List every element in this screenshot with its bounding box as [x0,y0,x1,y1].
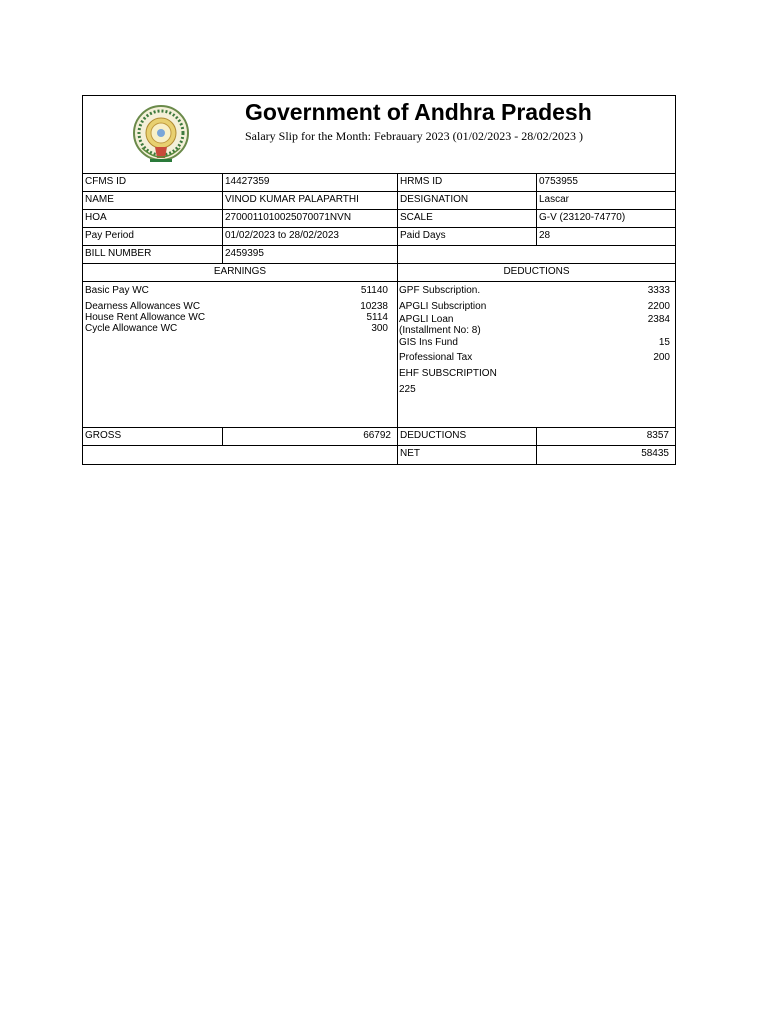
paid-days-label: Paid Days [400,230,446,241]
deduction-label: GIS Ins Fund [399,337,458,348]
deduction-label: Professional Tax [399,352,473,363]
designation-value: Lascar [539,194,570,205]
earning-label: Dearness Allowances WC [85,301,201,312]
earnings-heading: EARNINGS [213,266,267,277]
hrms-id-label: HRMS ID [400,176,443,187]
bill-number-label: BILL NUMBER [85,248,152,259]
net-value: 58435 [641,448,669,459]
designation-label: DESIGNATION [400,194,469,205]
earning-label: House Rent Allowance WC [85,312,206,323]
page-subtitle: Salary Slip for the Month: Febrauary 2023 (01/02/2023 - 28/02/2023 ) [245,129,583,143]
scale-label: SCALE [400,212,433,223]
earning-amount: 10238 [360,301,388,312]
pay-period-label: Pay Period [85,230,134,241]
earning-label: Cycle Allowance WC [85,323,178,334]
bill-number-value: 2459395 [225,248,264,259]
scale-value: G-V (23120-74770) [539,212,626,223]
hoa-value: 2700011010025070071NVN [225,212,352,223]
deduction-amount: 3333 [647,285,670,296]
gross-label: GROSS [85,430,122,441]
total-deductions-label: DEDUCTIONS [400,430,467,441]
deduction-label: EHF SUBSCRIPTION [399,368,497,379]
page-title: Government of Andhra Pradesh [245,99,592,125]
earning-amount: 5114 [366,312,388,323]
total-deductions-value: 8357 [646,430,669,441]
deduction-label: APGLI Subscription [399,301,487,312]
name-label: NAME [85,194,114,205]
deductions-heading: DEDUCTIONS [503,266,570,277]
slip-header [83,96,675,174]
deduction-amount: 15 [658,337,670,348]
salary-slip [82,95,676,465]
earning-amount: 51140 [360,285,388,296]
hoa-label: HOA [85,212,107,223]
deduction-label: 225 [399,384,416,395]
earning-label: Basic Pay WC [85,285,149,296]
deduction-label: APGLI Loan [399,314,454,325]
earning-amount: 300 [371,323,388,334]
cfms-id-label: CFMS ID [85,176,127,187]
ap-government-emblem-icon [128,102,194,168]
hrms-id-value: 0753955 [539,176,578,187]
deduction-amount: 2200 [647,301,670,312]
pay-period-value: 01/02/2023 to 28/02/2023 [225,230,339,241]
gross-value: 66792 [363,430,391,441]
name-value: VINOD KUMAR PALAPARTHI [225,194,359,205]
deduction-note: (Installment No: 8) [399,325,481,336]
deduction-label: GPF Subscription. [399,285,481,296]
net-label: NET [400,448,420,459]
paid-days-value: 28 [539,230,551,241]
deduction-amount: 200 [653,352,670,363]
deduction-amount: 2384 [647,314,670,325]
cfms-id-value: 14427359 [225,176,270,187]
